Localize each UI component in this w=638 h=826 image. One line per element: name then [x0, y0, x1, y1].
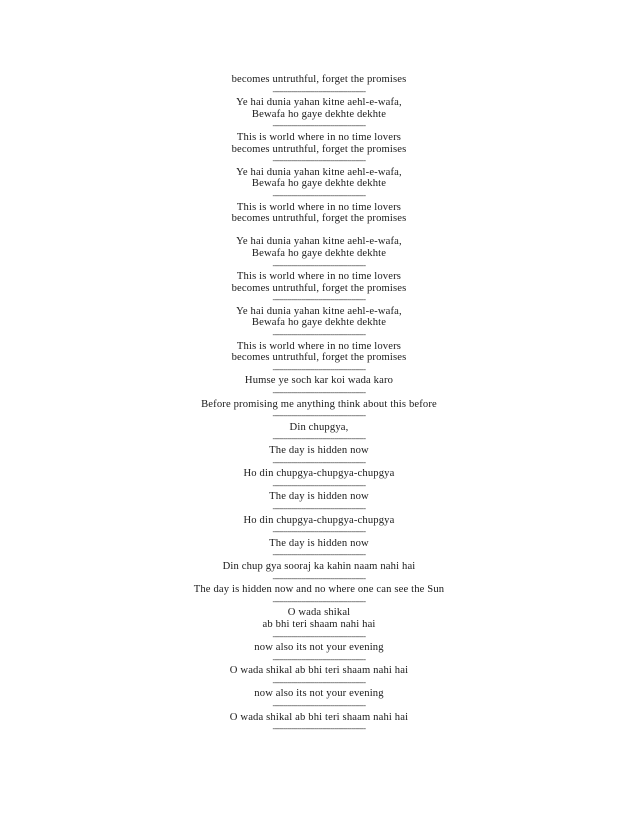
lyric-line: O wada shikal ab bhi teri shaam nahi hai: [229, 711, 409, 723]
separator-line: ---------------------------------------------: [272, 260, 366, 270]
separator-line: ---------------------------------------------: [272, 631, 366, 641]
separator-line: ---------------------------------------------: [272, 573, 366, 583]
lyric-line: Bewafa ho gaye dekhte dekhte: [251, 108, 387, 120]
separator-line: ---------------------------------------------: [272, 330, 366, 340]
lyric-line: now also its not your evening: [254, 688, 384, 700]
lyric-line: Ho din chupgya-chupgya-chupgya: [243, 514, 395, 526]
separator-line: ---------------------------------------------: [272, 701, 366, 711]
lyric-line: This is world where in no time lovers: [236, 340, 402, 352]
lyric-line: Bewafa ho gaye dekhte dekhte: [251, 247, 387, 259]
separator-line: ---------------------------------------------: [272, 411, 366, 421]
separator-line: ---------------------------------------------: [272, 86, 366, 96]
lyric-line: becomes untruthful, forget the promises: [231, 213, 407, 225]
lyric-line: O wada shikal ab bhi teri shaam nahi hai: [229, 665, 409, 677]
separator-line: ---------------------------------------------: [272, 654, 366, 664]
separator-line: ---------------------------------------------: [272, 550, 366, 560]
separator-line: ---------------------------------------------: [272, 121, 366, 131]
lyric-line: becomes untruthful, forget the promises: [231, 282, 407, 294]
lyric-line: This is world where in no time lovers: [236, 201, 402, 213]
lyric-line: becomes untruthful, forget the promises: [231, 74, 407, 85]
separator-line: ---------------------------------------------: [272, 434, 366, 444]
lyric-line: Din chupgya,: [289, 421, 349, 433]
separator-line: ---------------------------------------------: [272, 503, 366, 513]
lyric-line: Before promising me anything think about this before: [201, 398, 437, 410]
separator-line: ---------------------------------------------: [272, 156, 366, 166]
lyric-line: Ye hai dunia yahan kitne aehl-e-wafa,: [236, 166, 402, 178]
lyric-line: The day is hidden now: [269, 537, 369, 549]
lyric-line: Ye hai dunia yahan kitne aehl-e-wafa,: [236, 305, 402, 317]
lyric-line: The day is hidden now: [269, 445, 369, 456]
lyric-line: Ho din chupgya-chupgya-chupgya: [243, 468, 395, 480]
lyric-line: ab bhi teri shaam nahi hai: [262, 618, 376, 630]
lyric-line: This is world where in no time lovers: [236, 271, 402, 283]
lyric-line: Ye hai dunia yahan kitne aehl-e-wafa,: [236, 236, 402, 248]
lyric-line: Humse ye soch kar koi wada karo: [244, 375, 394, 387]
blank-line: [0, 225, 638, 237]
lyric-line: becomes untruthful, forget the promises: [231, 352, 407, 364]
separator-line: ---------------------------------------------: [272, 677, 366, 687]
separator-line: ---------------------------------------------: [272, 388, 366, 398]
separator-line: ---------------------------------------------: [272, 480, 366, 490]
lyric-line: Bewafa ho gaye dekhte dekhte: [251, 317, 387, 329]
separator-line: ---------------------------------------------: [272, 457, 366, 467]
separator-line: ---------------------------------------------: [272, 190, 366, 200]
lyric-line: Din chup gya sooraj ka kahin naam nahi hai: [222, 560, 416, 572]
lyric-line: Ye hai dunia yahan kitne aehl-e-wafa,: [236, 97, 402, 109]
separator-line: ---------------------------------------------: [272, 724, 366, 734]
lyric-line: The day is hidden now and no where one can see the Sun: [193, 584, 445, 596]
separator-line: ---------------------------------------------: [272, 364, 366, 374]
lyric-line: Bewafa ho gaye dekhte dekhte: [251, 178, 387, 190]
lyrics-document: [0, 74, 638, 735]
separator-line: ---------------------------------------------: [272, 527, 366, 537]
lyric-line: O wada shikal: [287, 607, 351, 619]
lyric-line: becomes untruthful, forget the promises: [231, 143, 407, 155]
separator-line: ---------------------------------------------: [272, 596, 366, 606]
lyric-line: This is world where in no time lovers: [236, 131, 402, 143]
lyric-line: The day is hidden now: [269, 491, 369, 503]
lyric-line: now also its not your evening: [254, 642, 384, 654]
separator-line: ---------------------------------------------: [272, 295, 366, 305]
